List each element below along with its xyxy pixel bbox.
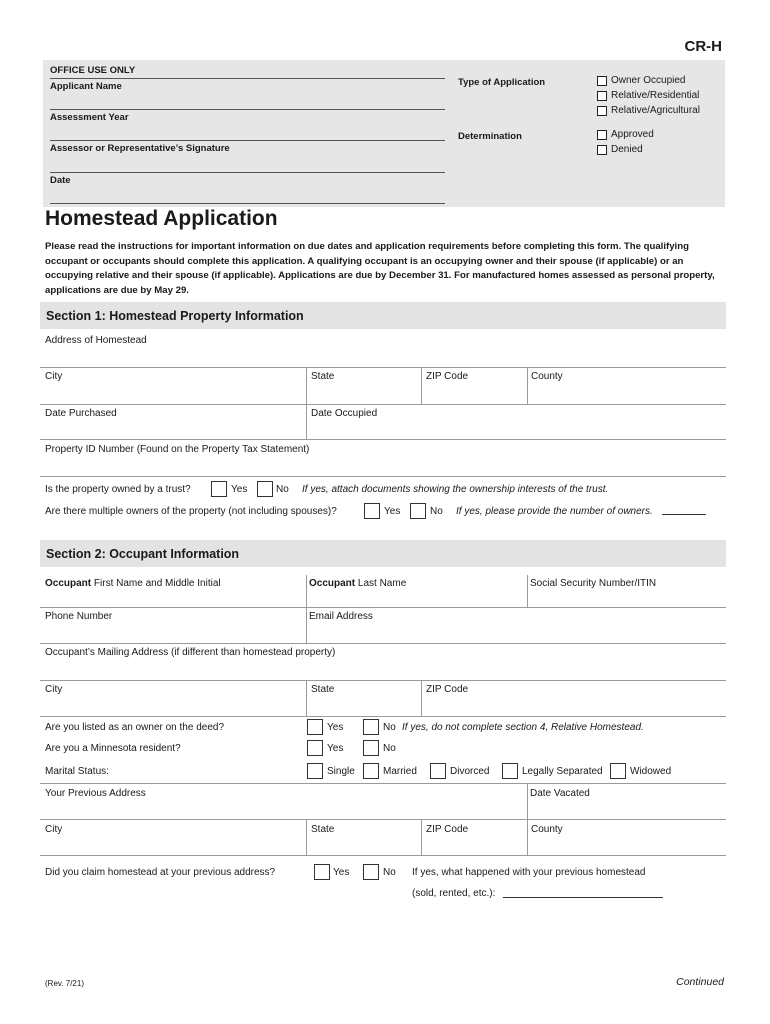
previous-claim-note: If yes, what happened with your previous homestead [412,867,646,878]
revision-label: (Rev. 7/21) [45,979,84,988]
deed-no-label: No [383,722,396,733]
signature-label: Assessor or Representative’s Signature [50,143,230,154]
name-ssn-field[interactable] [40,607,726,608]
resident-yes-checkbox[interactable] [307,740,323,756]
checkbox-icon[interactable] [597,145,607,155]
continued-label: Continued [676,976,724,988]
date-occupied-label: Date Occupied [311,408,378,419]
checkbox-approved[interactable]: Approved [597,129,654,140]
previous-city-label: City [45,824,63,835]
assessment-year-label: Assessment Year [50,112,129,123]
previous-county-label: County [531,824,563,835]
city-state-zip-field[interactable] [40,404,726,405]
county-label: County [531,371,563,382]
trust-question: Is the property owned by a trust? [45,484,191,495]
deed-question: Are you listed as an owner on the deed? [45,722,225,733]
deed-yes-label: Yes [327,722,344,733]
mailing-address-label: Occupant’s Mailing Address (if different than homestead property) [45,647,336,658]
section-1-header [40,302,726,329]
mailing-city-field[interactable] [40,716,726,717]
marital-married-label: Married [383,766,417,777]
assessment-year-line[interactable] [50,140,445,141]
number-of-owners-field[interactable] [662,514,706,515]
owners-note: If yes, please provide the number of owners. [456,506,653,517]
applicant-name-field-line[interactable] [50,109,445,110]
section-2-header [40,540,726,567]
date-purchased-label: Date Purchased [45,408,117,419]
last-name-label: Occupant Last Name [309,578,407,589]
ssn-label: Social Security Number/ITIN [530,578,657,589]
marital-single-label: Single [327,766,355,777]
property-id-label: Property ID Number (Found on the Property Tax Statement) [45,444,310,455]
first-name-label: Occupant First Name and Middle Initial [45,578,221,589]
date-line[interactable] [50,203,445,204]
previous-claim-note-2: (sold, rented, etc.): [412,888,496,899]
owners-no-checkbox[interactable] [410,503,426,519]
determination-label: Determination [458,131,522,142]
previous-address-field[interactable] [40,819,726,820]
address-field[interactable] [40,367,726,368]
previous-claim-question: Did you claim homestead at your previous address? [45,867,276,878]
checkbox-relative-residential[interactable]: Relative/Residential [597,90,699,101]
office-use-heading: OFFICE USE ONLY [50,65,136,76]
property-id-field[interactable] [40,476,726,477]
section-2-title: Section 2: Occupant Information [46,547,240,561]
applicant-name-label: Applicant Name [50,81,122,92]
zip-label: ZIP Code [426,371,469,382]
marital-separated-label: Legally Separated [522,766,603,777]
resident-no-label: No [383,743,396,754]
resident-question: Are you a Minnesota resident? [45,743,181,754]
marital-status-label: Marital Status: [45,766,109,777]
signature-line[interactable] [50,172,445,173]
city-label: City [45,371,63,382]
phone-email-field[interactable] [40,643,726,644]
previous-claim-yes-checkbox[interactable] [314,864,330,880]
phone-label: Phone Number [45,611,113,622]
date-vacated-label: Date Vacated [530,788,590,799]
checkbox-icon[interactable] [597,91,607,101]
owners-question: Are there multiple owners of the property (not including spouses)? [45,506,337,517]
previous-zip-label: ZIP Code [426,824,469,835]
resident-no-checkbox[interactable] [363,740,379,756]
checkbox-denied[interactable]: Denied [597,144,643,155]
previous-claim-no-checkbox[interactable] [363,864,379,880]
previous-city-field[interactable] [40,855,726,856]
office-use-box [43,60,725,207]
email-label: Email Address [309,611,373,622]
checkbox-icon[interactable] [597,76,607,86]
previous-claim-yes-label: Yes [333,867,350,878]
trust-no-label: No [276,484,289,495]
marital-married-checkbox[interactable] [363,763,379,779]
page-title: Homestead Application [45,207,278,230]
address-label: Address of Homestead [45,335,147,346]
previous-state-label: State [311,824,335,835]
marital-separated-checkbox[interactable] [502,763,518,779]
state-label: State [311,371,335,382]
mailing-state-label: State [311,684,335,695]
marital-single-checkbox[interactable] [307,763,323,779]
section-1-title: Section 1: Homestead Property Information [46,309,304,323]
trust-no-checkbox[interactable] [257,481,273,497]
applicant-name-line[interactable] [50,78,445,79]
mailing-city-label: City [45,684,63,695]
previous-claim-no-label: No [383,867,396,878]
marital-widowed-checkbox[interactable] [610,763,626,779]
checkbox-relative-agricultural[interactable]: Relative/Agricultural [597,105,700,116]
owners-yes-label: Yes [384,506,401,517]
mailing-zip-label: ZIP Code [426,684,469,695]
intro-text: Please read the instructions for important information on due dates and application requirements before completing this form. The qualifying occupant or occupants should complete this application. A qualifying occupant is an occupying owner and their spouse (if applicable) or an occupying relative and their spouse (if applicable). Applications are due by December 31. For manufactured homes assessed as personal property, applications are due by May 29. [45,241,715,296]
type-of-application-label: Type of Application [458,77,546,88]
mailing-address-field[interactable] [40,680,726,681]
checkbox-icon[interactable] [597,106,607,116]
marital-widowed-label: Widowed [630,766,672,777]
trust-yes-checkbox[interactable] [211,481,227,497]
deed-no-checkbox[interactable] [363,719,379,735]
date-label: Date [50,175,71,186]
owners-no-label: No [430,506,443,517]
deed-yes-checkbox[interactable] [307,719,323,735]
resident-yes-label: Yes [327,743,344,754]
owners-yes-checkbox[interactable] [364,503,380,519]
deed-note: If yes, do not complete section 4, Relative Homestead. [402,722,644,733]
checkbox-owner-occupied[interactable]: Owner Occupied [597,75,685,86]
previous-address-label: Your Previous Address [45,788,146,799]
dates-field[interactable] [40,439,726,440]
form-code: CR-H [684,38,722,55]
checkbox-icon[interactable] [597,130,607,140]
previous-homestead-outcome-field[interactable] [503,897,663,898]
trust-note: If yes, attach documents showing the ownership interests of the trust. [302,484,609,495]
trust-yes-label: Yes [231,484,248,495]
marital-divorced-label: Divorced [450,766,490,777]
marital-divorced-checkbox[interactable] [430,763,446,779]
